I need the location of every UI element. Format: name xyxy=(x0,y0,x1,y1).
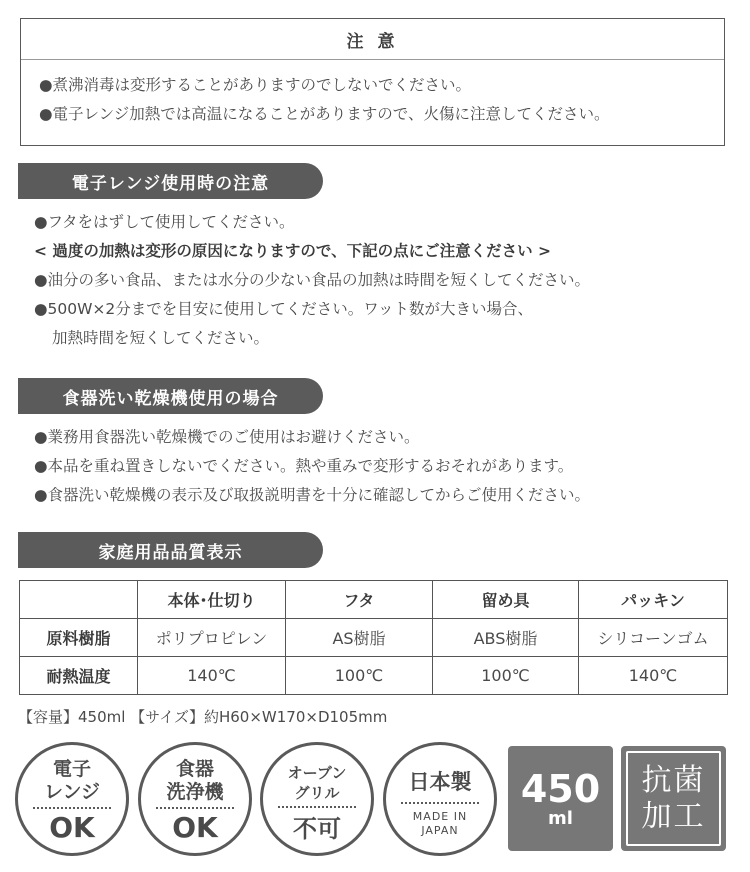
dotted-divider xyxy=(33,807,111,809)
microwave-line: ●フタをはずして使用してください。 xyxy=(34,213,295,231)
caution-line: ●煮沸消毒は変形することがありますのでしないでください。 xyxy=(39,76,472,94)
table-cell: シリコーンゴム xyxy=(579,619,728,657)
capacity-badge xyxy=(508,746,613,851)
badge-label xyxy=(263,763,371,803)
made-in-japan-badge xyxy=(383,742,497,856)
capacity-number: 450 xyxy=(520,766,601,811)
badge-sub-line: MADE IN xyxy=(412,810,468,823)
dishwasher-line: ●食器洗い乾燥機の表示及び取扱説明書を十分に確認してからご使用ください。 xyxy=(34,486,591,504)
badge-label xyxy=(18,758,126,804)
table-row xyxy=(20,657,728,695)
badge-status: OK xyxy=(172,811,218,844)
quality-table xyxy=(19,580,728,695)
badge-line: グリル xyxy=(294,784,340,802)
dotted-divider xyxy=(401,802,479,804)
microwave-line: ●油分の多い食品、または水分の少ない食品の加熱は時間を短くしてください。 xyxy=(34,271,591,289)
badge-sub xyxy=(413,810,467,838)
badge-label xyxy=(141,758,249,804)
caution-box xyxy=(20,18,725,146)
badge-sub-line: JAPAN xyxy=(421,824,459,837)
antibacterial-label xyxy=(626,751,721,846)
table-cell: 140℃ xyxy=(579,657,728,695)
table-cell: 140℃ xyxy=(138,657,286,695)
table-cell: 100℃ xyxy=(286,657,433,695)
table-row xyxy=(20,619,728,657)
badge-line: 洗浄機 xyxy=(166,781,224,803)
dotted-divider xyxy=(278,806,356,808)
badge-line: 電子 xyxy=(52,758,91,780)
microwave-line: ●500W×2分までを目安に使用してください。ワット数が大きい場合、 xyxy=(34,300,534,318)
table-cell: AS樹脂 xyxy=(286,619,433,657)
badge-status: 不可 xyxy=(293,815,341,843)
dishwasher-section xyxy=(34,423,590,510)
badge-line: レンジ xyxy=(43,781,101,803)
caution-line: ●電子レンジ加熱では高温になることがありますので、火傷に注意してください。 xyxy=(39,105,610,123)
microwave-line: 加熱時間を短くしてください。 xyxy=(52,329,270,347)
badge-line: 加工 xyxy=(641,798,706,834)
caution-title: 注 意 xyxy=(21,19,724,60)
microwave-section xyxy=(34,208,590,353)
table-row-label: 耐熱温度 xyxy=(20,657,138,695)
table-header-row xyxy=(20,581,728,619)
table-row-label: 原料樹脂 xyxy=(20,619,138,657)
badge-status: OK xyxy=(49,811,95,844)
oven-grill-badge xyxy=(260,742,374,856)
badge-line: 食器 xyxy=(175,758,214,780)
capacity-size-spec: 【容量】450ml 【サイズ】約H60×W170×D105mm xyxy=(18,708,388,726)
capacity-unit: ml xyxy=(548,807,573,829)
dotted-divider xyxy=(156,807,234,809)
dishwasher-heading: 食器洗い乾燥機使用の場合 xyxy=(18,378,323,414)
microwave-ok-badge xyxy=(15,742,129,856)
table-header-cell: フタ xyxy=(286,581,433,619)
table-cell: ABS樹脂 xyxy=(433,619,579,657)
badge-line: オーブン xyxy=(287,764,347,782)
dishwasher-ok-badge xyxy=(138,742,252,856)
table-header-cell: 留め具 xyxy=(433,581,579,619)
dishwasher-line: ●本品を重ね置きしないでください。熱や重みで変形するおそれがあります。 xyxy=(34,457,574,475)
badge-line: 抗菌 xyxy=(641,762,706,798)
badge-label: 日本製 xyxy=(408,770,472,794)
table-cell: 100℃ xyxy=(433,657,579,695)
table-header-cell xyxy=(20,581,138,619)
quality-heading: 家庭用品品質表示 xyxy=(18,532,323,568)
caution-body xyxy=(21,60,724,129)
antibacterial-badge xyxy=(621,746,726,851)
table-header-cell: 本体･仕切り xyxy=(138,581,286,619)
table-cell: ポリプロピレン xyxy=(138,619,286,657)
microwave-warning: < 過度の加熱は変形の原因になりますので、下記の点にご注意ください > xyxy=(34,242,551,260)
dishwasher-line: ●業務用食器洗い乾燥機でのご使用はお避けください。 xyxy=(34,428,420,446)
table-header-cell: パッキン xyxy=(579,581,728,619)
microwave-heading: 電子レンジ使用時の注意 xyxy=(18,163,323,199)
